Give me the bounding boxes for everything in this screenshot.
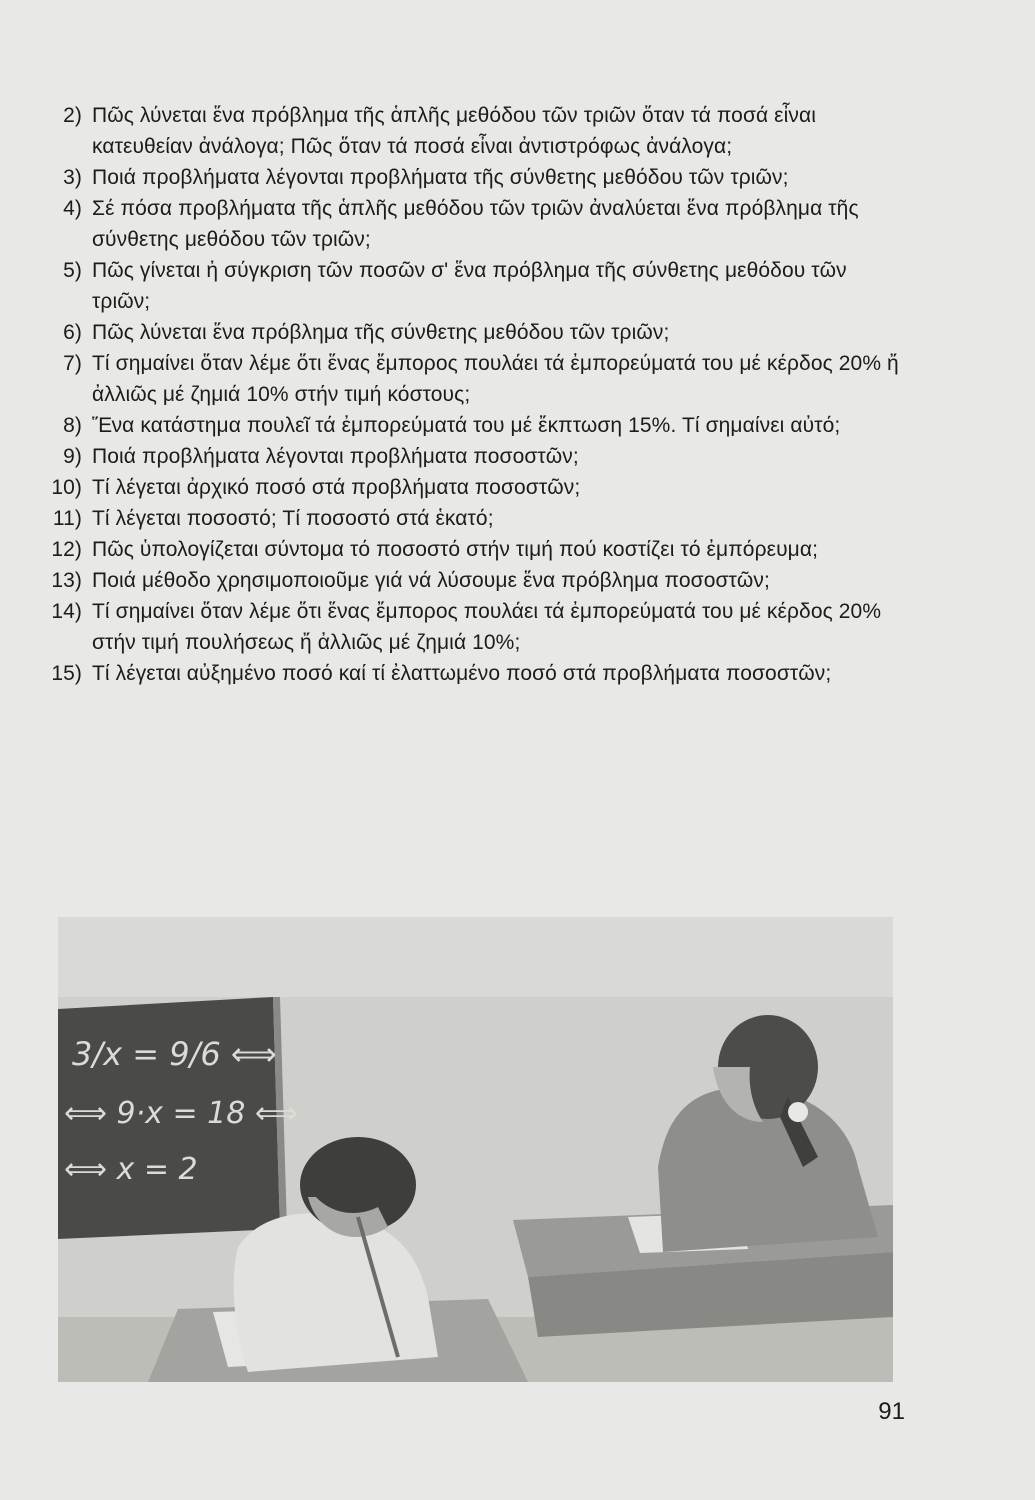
question-number: 3) [63, 166, 82, 189]
question-text: Πῶς λύνεται ἕνα πρόβλημα τῆς ἁπλῆς μεθόδου τῶν τριῶν ὅταν τά ποσά εἶναι κατευθείαν ἀνάλογα; Πῶς ὅταν τά ποσά εἶναι ἀντιστρόφως ἀνάλογα; [92, 104, 817, 158]
question-number: 12) [51, 538, 82, 561]
question-item [40, 100, 910, 162]
question-number: 10) [51, 476, 82, 499]
question-text: Ποιά μέθοδο χρησιμοποιοῦμε γιά νά λύσουμε ἕνα πρόβλημα ποσοστῶν; [92, 569, 770, 592]
question-text: Ποιά προβλήματα λέγονται προβλήματα τῆς σύνθετης μεθόδου τῶν τριῶν; [92, 166, 789, 189]
question-text: Ἕνα κατάστημα πουλεῖ τά ἐμπορεύματά του μέ ἔκπτωση 15%. Τί σημαίνει αὐτό; [92, 414, 841, 437]
question-item [40, 348, 910, 410]
question-item [40, 441, 910, 472]
blackboard-equation-2: ⟺ 9·x = 18 ⟺ [64, 1096, 298, 1131]
question-number: 9) [63, 445, 82, 468]
question-number: 14) [51, 600, 82, 623]
page-number: 91 [878, 1398, 905, 1425]
question-number: 13) [51, 569, 82, 592]
review-questions-list [40, 100, 910, 689]
classroom-illustration [58, 917, 893, 1382]
question-text: Ποιά προβλήματα λέγονται προβλήματα ποσοστῶν; [92, 445, 579, 468]
question-text: Τί λέγεται ποσοστό; Τί ποσοστό στά ἑκατό; [92, 507, 494, 530]
question-text: Πῶς γίνεται ἡ σύγκριση τῶν ποσῶν σ' ἕνα πρόβλημα τῆς σύνθετης μεθόδου τῶν τριῶν; [92, 259, 847, 313]
question-number: 7) [63, 352, 82, 375]
question-item [40, 410, 910, 441]
question-number: 5) [63, 259, 82, 282]
question-item [40, 317, 910, 348]
blackboard-equation-3: ⟺ x = 2 [64, 1152, 198, 1187]
question-number: 15) [51, 662, 82, 685]
question-number: 11) [52, 507, 82, 530]
question-text: Τί λέγεται ἀρχικό ποσό στά προβλήματα ποσοστῶν; [92, 476, 581, 499]
question-item [40, 658, 910, 689]
question-text: Τί σημαίνει ὅταν λέμε ὅτι ἕνας ἔμπορος πουλάει τά ἐμπορεύματά του μέ κέρδος 20% ἤ ἀλλιῶς μέ ζημιά 10% στήν τιμή κόστους; [92, 352, 899, 406]
question-item [40, 596, 910, 658]
question-item [40, 565, 910, 596]
question-number: 2) [63, 104, 82, 127]
question-item [40, 472, 910, 503]
question-text: Πῶς λύνεται ἕνα πρόβλημα τῆς σύνθετης μεθόδου τῶν τριῶν; [92, 321, 670, 344]
question-number: 4) [63, 197, 82, 220]
blackboard [58, 997, 298, 1239]
blackboard-equation-1: 3/x = 9/6 ⟺ [72, 1035, 277, 1073]
question-text: Τί σημαίνει ὅταν λέμε ὅτι ἕνας ἔμπορος πουλάει τά ἐμπορεύματά του μέ κέρδος 20% στήν τιμή πουλήσεως ἤ ἀλλιῶς μέ ζημιά 10%; [92, 600, 882, 654]
question-item [40, 193, 910, 255]
question-item [40, 503, 910, 534]
question-item [40, 162, 910, 193]
question-number: 6) [63, 321, 82, 344]
question-item [40, 255, 910, 317]
question-text: Τί λέγεται αὐξημένο ποσό καί τί ἐλαττωμένο ποσό στά προβλήματα ποσοστῶν; [92, 662, 832, 685]
question-text: Πῶς ὑπολογίζεται σύντομα τό ποσοστό στήν τιμή πού κοστίζει τό ἐμπόρευμα; [92, 538, 819, 561]
question-text: Σέ πόσα προβλήματα τῆς ἁπλῆς μεθόδου τῶν τριῶν ἀναλύεται ἕνα πρόβλημα τῆς σύνθετης μεθόδου τῶν τριῶν; [92, 197, 859, 251]
question-item [40, 534, 910, 565]
question-number: 8) [63, 414, 82, 437]
